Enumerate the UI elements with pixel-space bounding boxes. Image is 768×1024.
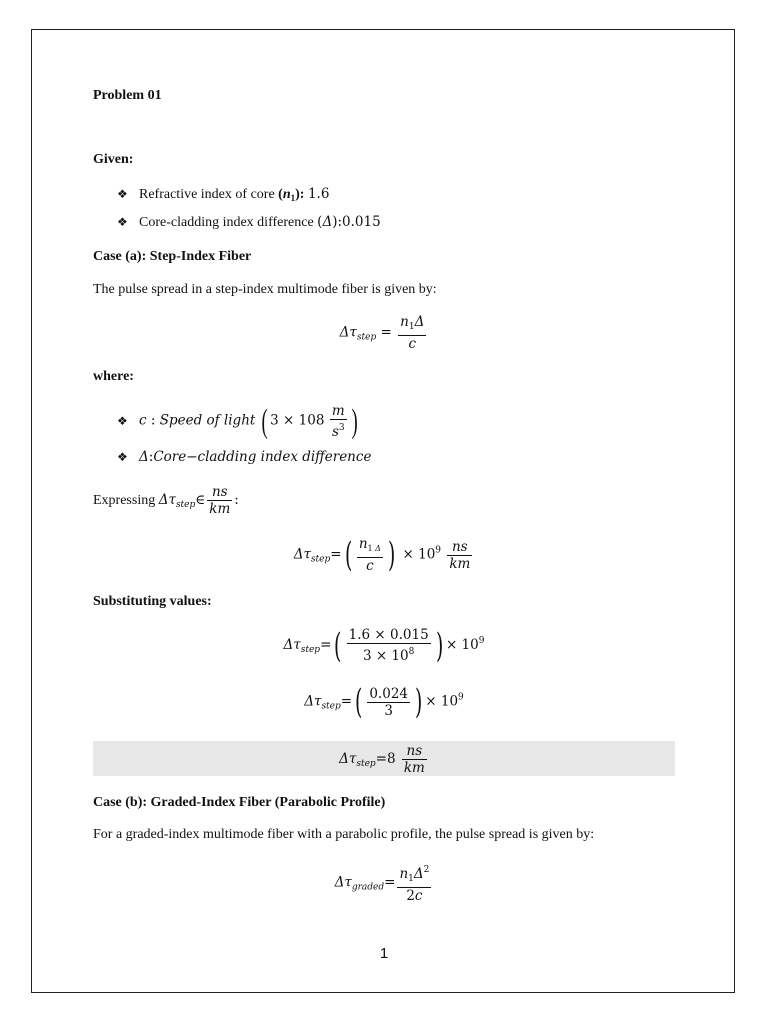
given-item-1: ❖ Refractive index of core $(n_1)$: 1.6 bbox=[117, 186, 330, 203]
case-a-intro: The pulse spread in a step-index multimode fiber is given by: bbox=[93, 282, 437, 297]
diamond-bullet-icon: ❖ bbox=[117, 215, 128, 229]
simplified-formula: $\Delta\tau_{step}=$( $\frac{0.024}{3}$ ) × $10^9$ bbox=[304, 682, 464, 722]
step-index-formula: $\Delta\tau_{step}$ = $\frac{n_1\Delta}{c}$ bbox=[339, 314, 425, 352]
substitution-formula: $\Delta\tau_{step}=$( $\frac{1.6 \times 0.015}{3 \times 10^8}$ ) × $10^9$ bbox=[283, 625, 485, 666]
step-index-result: $\Delta\tau_{step}=8$ $\frac{ns}{km}$ bbox=[339, 743, 425, 776]
problem-title: Problem 01 bbox=[93, 88, 162, 103]
step-index-formula-ns-km: $\Delta\tau_{step}=$( $\frac{n_{1 \Delta}}{c}$ ) × $10^9$ $\frac{ns}{km}$ bbox=[293, 535, 471, 575]
substituting-heading: Substituting values: bbox=[93, 594, 212, 609]
page-number: 1 bbox=[379, 945, 389, 962]
given-item-2: ❖ Core-cladding index difference (Δ):0.015 bbox=[117, 214, 381, 230]
where-item-c: ❖ c : Speed of light ( 3 × 108 $\frac{m}{s^3}$ ) bbox=[117, 402, 358, 440]
case-b-intro: For a graded-index multimode fiber with a parabolic profile, the pulse spread is given by: bbox=[93, 827, 595, 842]
graded-index-formula: $\Delta\tau_{graded}=$ $\frac{n_1\Delta^2}{2c}$ bbox=[93, 862, 675, 904]
where-item-delta: ❖ Δ:Core−cladding index difference bbox=[117, 449, 372, 465]
given-heading: Given: bbox=[93, 152, 134, 167]
diamond-bullet-icon: ❖ bbox=[117, 450, 128, 464]
expressing-line: Expressing $\Delta\tau_{step}\in$ $\frac{ns}{km}$ : bbox=[93, 484, 239, 517]
case-b-heading: Case (b): Graded-Index Fiber (Parabolic Profile) bbox=[93, 795, 386, 810]
diamond-bullet-icon: ❖ bbox=[117, 187, 128, 201]
case-a-heading: Case (a): Step-Index Fiber bbox=[93, 249, 252, 264]
where-heading: where: bbox=[93, 369, 134, 384]
diamond-bullet-icon: ❖ bbox=[117, 413, 128, 428]
